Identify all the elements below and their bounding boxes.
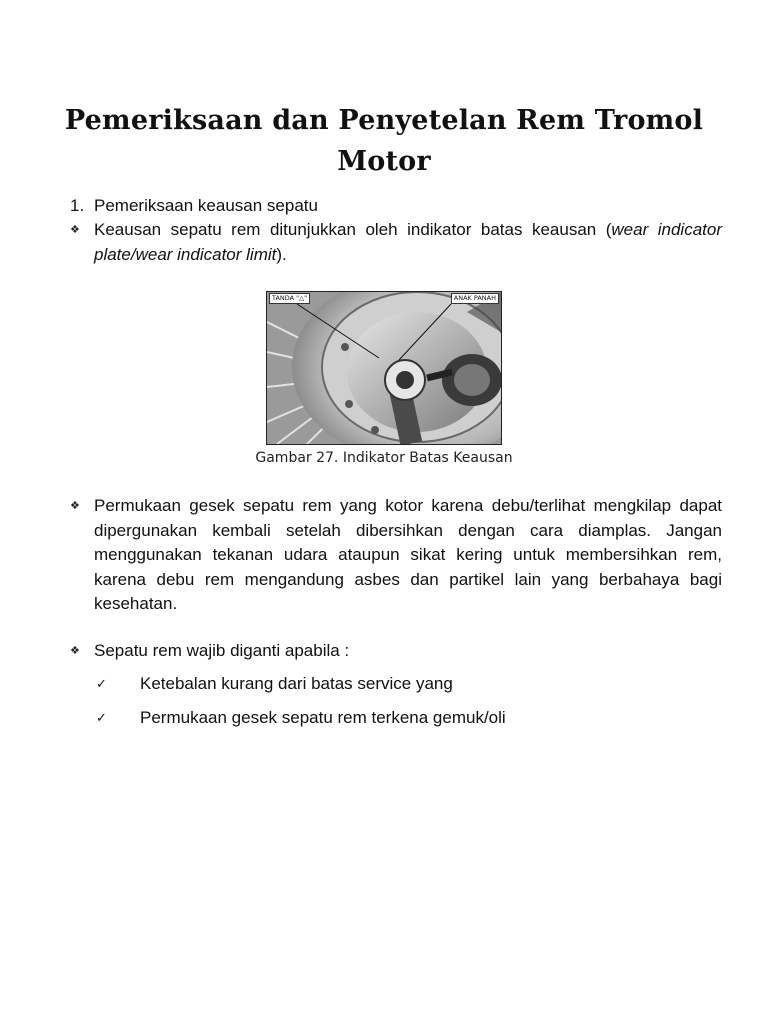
brake-drum-illustration — [267, 292, 501, 444]
diamond-bullet-icon: ❖ — [70, 500, 80, 512]
bullet-item-surface — [70, 494, 722, 617]
wear-text-italic: wear indicator plate/wear indicator limit — [94, 220, 722, 264]
bullet-item-replace — [70, 639, 722, 664]
section-heading-text: Pemeriksaan keausan sepatu — [94, 196, 318, 215]
section-heading — [70, 194, 722, 219]
wear-text-start: Keausan sepatu rem ditunjukkan oleh indikator batas keausan ( — [94, 220, 612, 239]
diamond-bullet-icon: ❖ — [70, 224, 80, 236]
figure-label-tanda: TANDA "△" — [269, 293, 310, 304]
wear-text-end: ). — [276, 244, 287, 264]
checkmark-icon: ✓ — [96, 710, 107, 725]
bullet-text-replace: Sepatu rem wajib diganti apabila : — [94, 641, 350, 660]
diamond-bullet-icon: ❖ — [70, 645, 80, 657]
page-title: Pemeriksaan dan Penyetelan Rem Tromol Motor — [64, 105, 704, 177]
section-number: 1. — [70, 196, 85, 215]
bullet-item-wear — [70, 218, 722, 267]
bullet-text-surface: Permukaan gesek sepatu rem yang kotor karena debu/terlihat mengkilap dapat dipergunakan kembali setelah dibersihkan dengan cara diamplas. Jangan menggunakan tekanan udara ataupun sikat kering untuk membersihkan rem, karena debu rem mengandung asbes dan partikel lain yang berbahaya bagi kesehatan. — [94, 496, 722, 613]
check-item-thickness: Ketebalan kurang dari batas service yang — [140, 674, 453, 693]
checkmark-icon: ✓ — [96, 676, 107, 691]
figure-caption: Gambar 27. Indikator Batas Keausan — [255, 450, 513, 466]
check-item-grease: Permukaan gesek sepatu rem terkena gemuk/oli — [140, 708, 506, 727]
figure-label-anak-panah: ANAK PANAH — [451, 293, 499, 304]
brake-drum-photo — [266, 291, 502, 445]
bullet-text-wear — [94, 218, 722, 267]
